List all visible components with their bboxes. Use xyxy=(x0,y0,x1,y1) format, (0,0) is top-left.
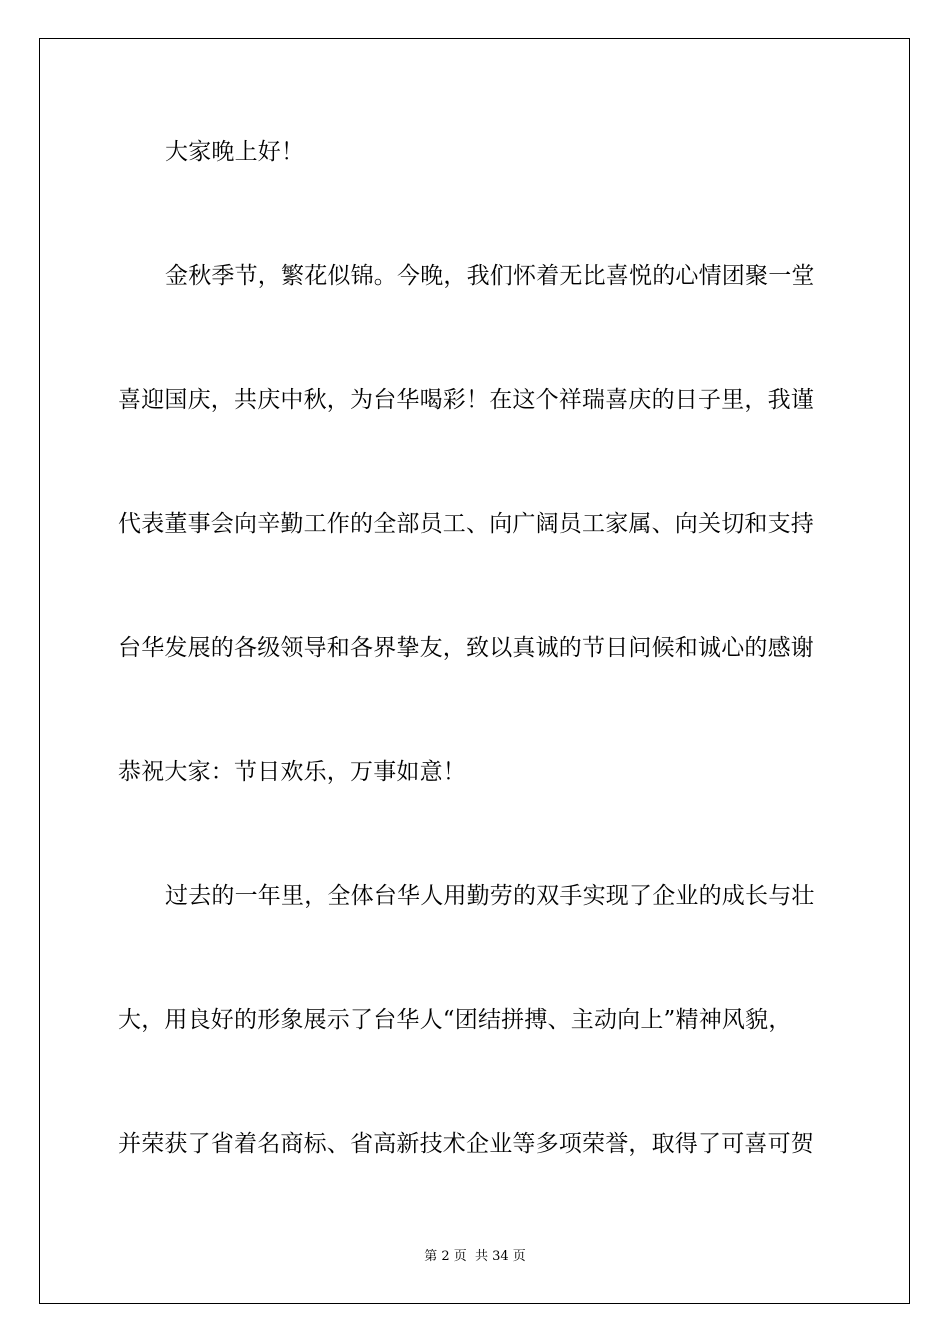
text-line: 并荣获了省着名商标、省高新技术企业等多项荣誉，取得了可喜可贺 xyxy=(118,1131,814,1157)
text-line: 喜迎国庆，共庆中秋，为台华喝彩！在这个祥瑞喜庆的日子里，我谨 xyxy=(118,387,814,413)
text-line: 过去的一年里，全体台华人用勤劳的双手实现了企业的成长与壮 xyxy=(165,883,815,909)
text-line: 台华发展的各级领导和各界挚友，致以真诚的节日问候和诚心的感谢 xyxy=(118,635,814,661)
text-line: 恭祝大家：节日欢乐，万事如意！ xyxy=(118,759,466,785)
text-line: 大，用良好的形象展示了台华人“团结拼搏、主动向上”精神风貌， xyxy=(118,1007,792,1033)
page-frame xyxy=(39,38,910,1304)
text-line: 金秋季节，繁花似锦。今晚，我们怀着无比喜悦的心情团聚一堂 xyxy=(165,263,815,289)
text-line: 代表董事会向辛勤工作的全部员工、向广阔员工家属、向关切和支持 xyxy=(118,511,814,537)
text-line: 大家晚上好！ xyxy=(165,139,305,165)
page-number: 第 2 页 共 34 页 xyxy=(424,1249,526,1264)
